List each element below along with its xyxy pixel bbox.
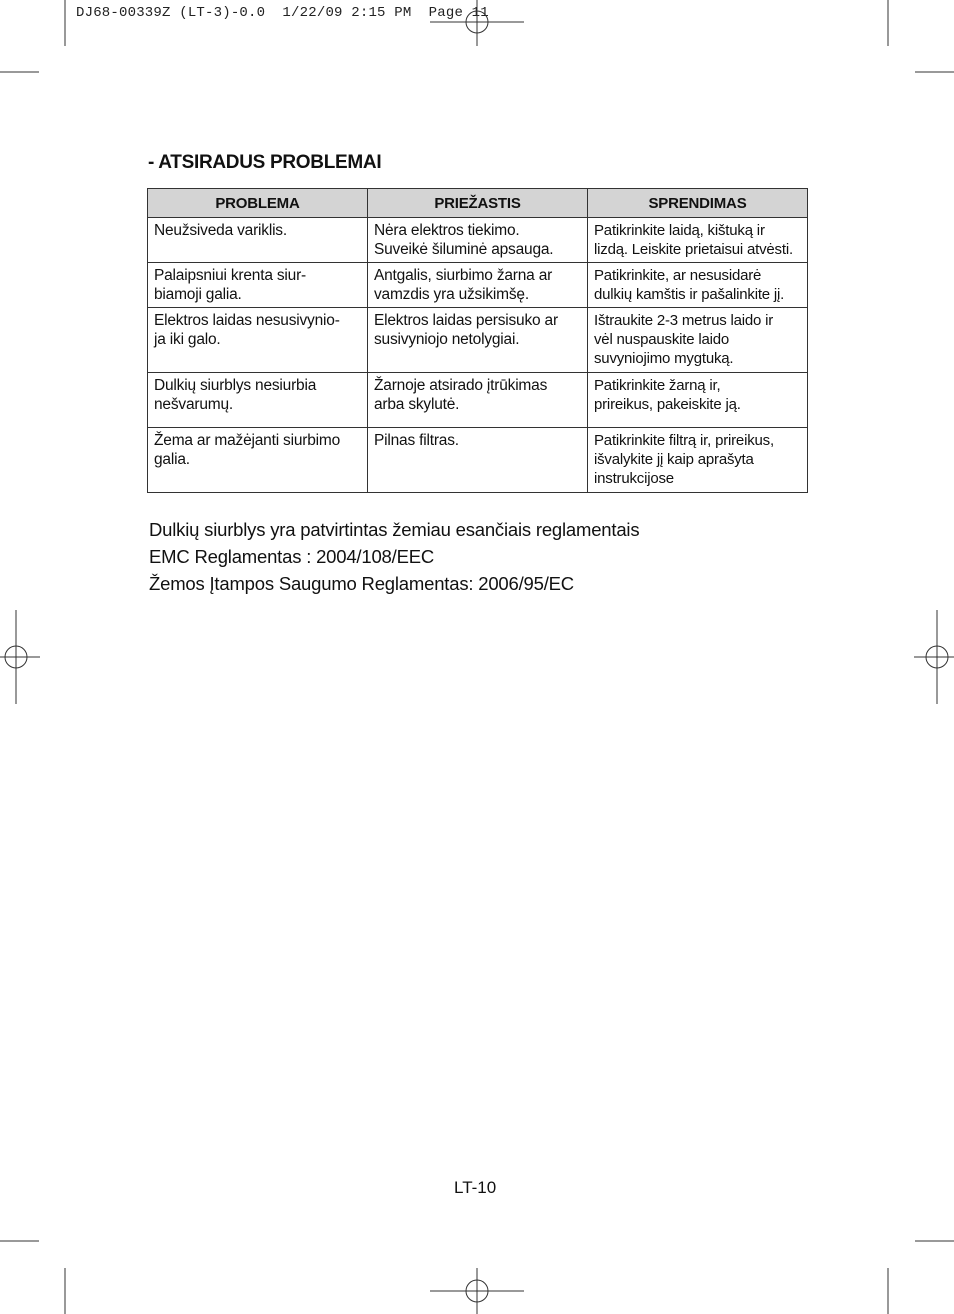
solution-cell: Patikrinkite žarną ir, prireikus, pakeiskite ją.	[588, 373, 808, 428]
solution-cell: Patikrinkite laidą, kištuką ir lizdą. Leiskite prietaisui atvėsti.	[588, 218, 808, 263]
solution-cell: Patikrinkite filtrą ir, prireikus, išvalykite jį kaip aprašyta instrukcijose	[588, 428, 808, 493]
problem-cell: Dulkių siurblys nesiurbia nešvarumų.	[148, 373, 368, 428]
solution-cell: Ištraukite 2-3 metrus laido ir vėl nuspauskite laido suvyniojimo mygtuką.	[588, 308, 808, 373]
cause-cell: Pilnas filtras.	[368, 428, 588, 493]
cause-cell: Elektros laidas persisuko ar susivyniojo netolygiai.	[368, 308, 588, 373]
page-number: LT-10	[454, 1178, 497, 1197]
table-row	[148, 428, 808, 493]
cause-cell: Antgalis, siurbimo žarna ar vamzdis yra užsikimšę.	[368, 263, 588, 308]
compliance-line-low-voltage: Žemos Įtampos Saugumo Reglamentas: 2006/95/EC	[149, 573, 574, 594]
solution-cell: Patikrinkite, ar nesusidarė dulkių kamštis ir pašalinkite jį.	[588, 263, 808, 308]
troubleshooting-table	[147, 188, 808, 493]
cause-cell: Nėra elektros tiekimo. Suveikė šiluminė apsauga.	[368, 218, 588, 263]
compliance-line-approval: Dulkių siurblys yra patvirtintas žemiau esančiais reglamentais	[149, 519, 640, 540]
header-problem: PROBLEMA	[148, 189, 368, 218]
problem-cell: Žema ar mažėjanti siurbimo galia.	[148, 428, 368, 493]
header-solution: SPRENDIMAS	[588, 189, 808, 218]
table-row	[148, 218, 808, 263]
problem-cell: Palaipsniui krenta siur- biamoji galia.	[148, 263, 368, 308]
registration-mark-right	[914, 610, 954, 704]
compliance-line-emc: EMC Reglamentas : 2004/108/EEC	[149, 546, 435, 567]
section-title: - ATSIRADUS PROBLEMAI	[148, 152, 382, 173]
print-header: DJ68-00339Z (LT-3)-0.0 1/22/09 2:15 PM Page 11	[76, 5, 489, 21]
registration-mark-left	[0, 610, 40, 704]
table-row	[148, 373, 808, 428]
compliance-statements	[149, 516, 639, 597]
table-row	[148, 263, 808, 308]
table-row	[148, 308, 808, 373]
cause-cell: Žarnoje atsirado įtrūkimas arba skylutė.	[368, 373, 588, 428]
problem-cell: Neužsiveda variklis.	[148, 218, 368, 263]
header-cause: PRIEŽASTIS	[368, 189, 588, 218]
registration-mark-bottom	[430, 1268, 524, 1314]
table-header-row	[148, 189, 808, 218]
problem-cell: Elektros laidas nesusivynio- ja iki galo.	[148, 308, 368, 373]
